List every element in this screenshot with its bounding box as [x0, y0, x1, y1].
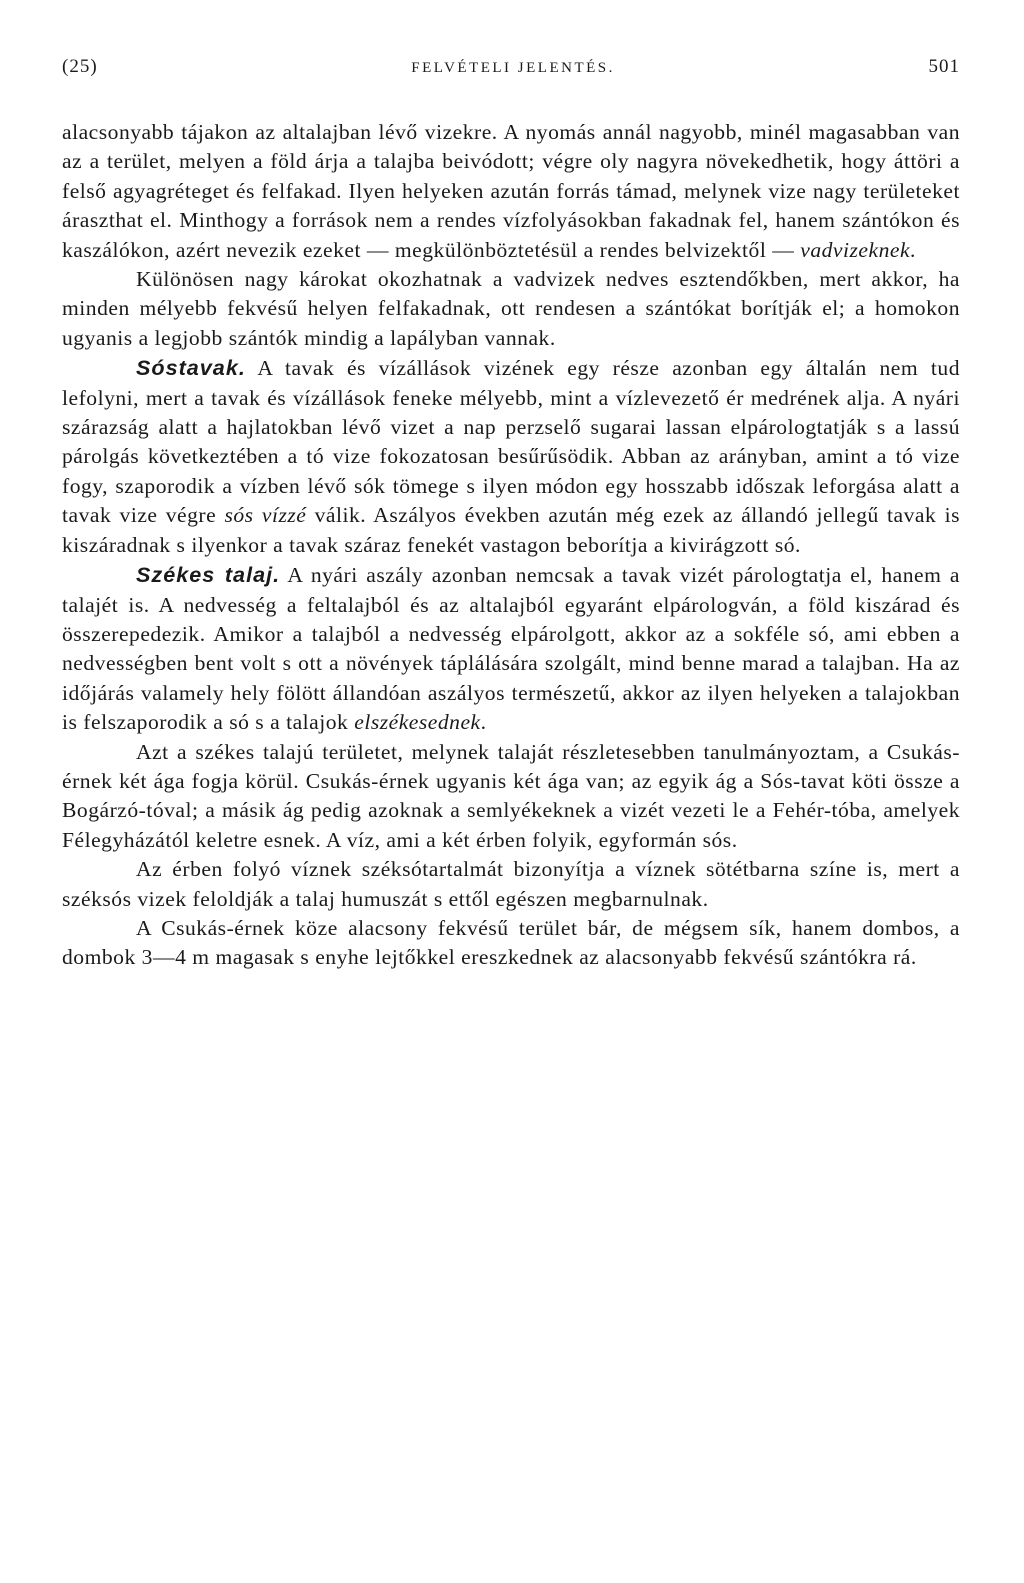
paragraph-3-text-a: A tavak és vízállások vizének egy része azonban egy általán nem tud lefolyni, mert a tavak és vízállások feneke mélyebb, mint a vízlevezető ér medrének alja. A nyári szárazság alatt a hajlatokban lévő vizet a nap perzselő sugarai lassan elpárologtatják s a lassú párolgás következtében a tó vize fokozatosan besűrűsödik. Abban az arányban, amint a tó vize fogy, szaporodik a vízben lévő sók tömege s ilyen módon egy hosszabb időszak leforgása alatt a tavak vize végre	[62, 356, 960, 528]
heading-sostavak: Sóstavak.	[136, 355, 246, 381]
running-header	[62, 56, 960, 78]
heading-szekes-talaj: Székes talaj.	[136, 562, 281, 588]
page-label: (25)	[62, 56, 98, 77]
paragraph-1-text: alacsonyabb tájakon az altalajban lévő vizekre. A nyomás annál nagyobb, minél magasabban van az a terület, melyen a föld árja a talajba beivódott; végre oly nagyra növekedhetik, hogy áttöri a felső agyagréteget és felfakad. Ilyen helyeken azután forrás támad, melynek vize nagy területeket áraszthat el. Minthogy a források nem a rendes vízfolyásokban fakadnak fel, hanem szántókon és kaszálókon, azért nevezik ezeket — megkülönböztetésül a rendes belvizektől —	[62, 120, 960, 262]
paragraph-1	[62, 118, 960, 265]
body-text	[62, 118, 960, 973]
term-vadvizeknek: vadvizeknek	[800, 237, 911, 262]
paragraph-6: Az érben folyó víznek széksótartalmát bizonyítja a víznek sötétbarna színe is, mert a széksós vizek feloldják a talaj humuszát s ettől egészen megbarnulnak.	[62, 857, 960, 911]
paragraph-3-text-b: válik. Aszályos években azután még ezek az állandó jellegű tavak is kiszáradnak s ilyenkor a tavak száraz fenekét vastagon beborítja a kivirágzott só.	[62, 503, 960, 557]
running-title: FELVÉTELI JELENTÉS.	[411, 60, 615, 76]
paragraph-4-text: A nyári aszály azonban nemcsak a tavak vizét párologtatja el, hanem a talajét is. A nedvesség a feltalajból és az altalajból egyaránt elpárologván, a föld kiszárad és összerepedezik. Amikor a talajból a nedvesség elpárolgott, akkor az a sokféle só, ami ebben a nedvességben bent volt s ott a növények táplálására szolgált, mind benne marad a talajban. Ha az időjárás valamely hely fölött állandóan aszályos természetű, akkor az ilyen helyeken a talajokban is felszaporodik a só s a talajok	[62, 563, 960, 735]
paragraph-5: Azt a székes talajú területet, melynek talaját részletesebben tanulmányoztam, a Csukás-érnek két ága fogja körül. Csukás-érnek ugyanis két ága van; az egyik ág a Sós-tavat köti össze a Bogárzó-tóval; a másik ág pedig azoknak a semlyékeknek a vizét vezeti le a Fehér-tóba, amelyek Félegyházától keletre esnek. A víz, ami a két érben folyik, egyformán sós.	[62, 739, 960, 852]
term-elszekesednek: elszékesednek	[354, 710, 481, 735]
page-number: 501	[928, 56, 960, 77]
paragraph-4-end: .	[480, 710, 487, 735]
paragraph-1-end: .	[910, 237, 916, 262]
paragraph-2: Különösen nagy károkat okozhatnak a vadvizek nedves esztendőkben, mert akkor, ha minden mélyebb fekvésű helyen felfakadnak, ott rendesen a szántókat borítják el; a homokon ugyanis a legjobb szántók mindig a lapályban vannak.	[62, 267, 960, 350]
paragraph-4	[62, 560, 960, 737]
paragraph-7: A Csukás-érnek köze alacsony fekvésű terület bár, de mégsem sík, hanem dombos, a dombok 3—4 m magasak s enyhe lejtőkkel ereszkednek az alacsonyabb fekvésű szántókra rá.	[62, 915, 960, 970]
paragraph-3	[62, 353, 960, 560]
term-sos-vizze: sós vízzé	[224, 503, 307, 528]
